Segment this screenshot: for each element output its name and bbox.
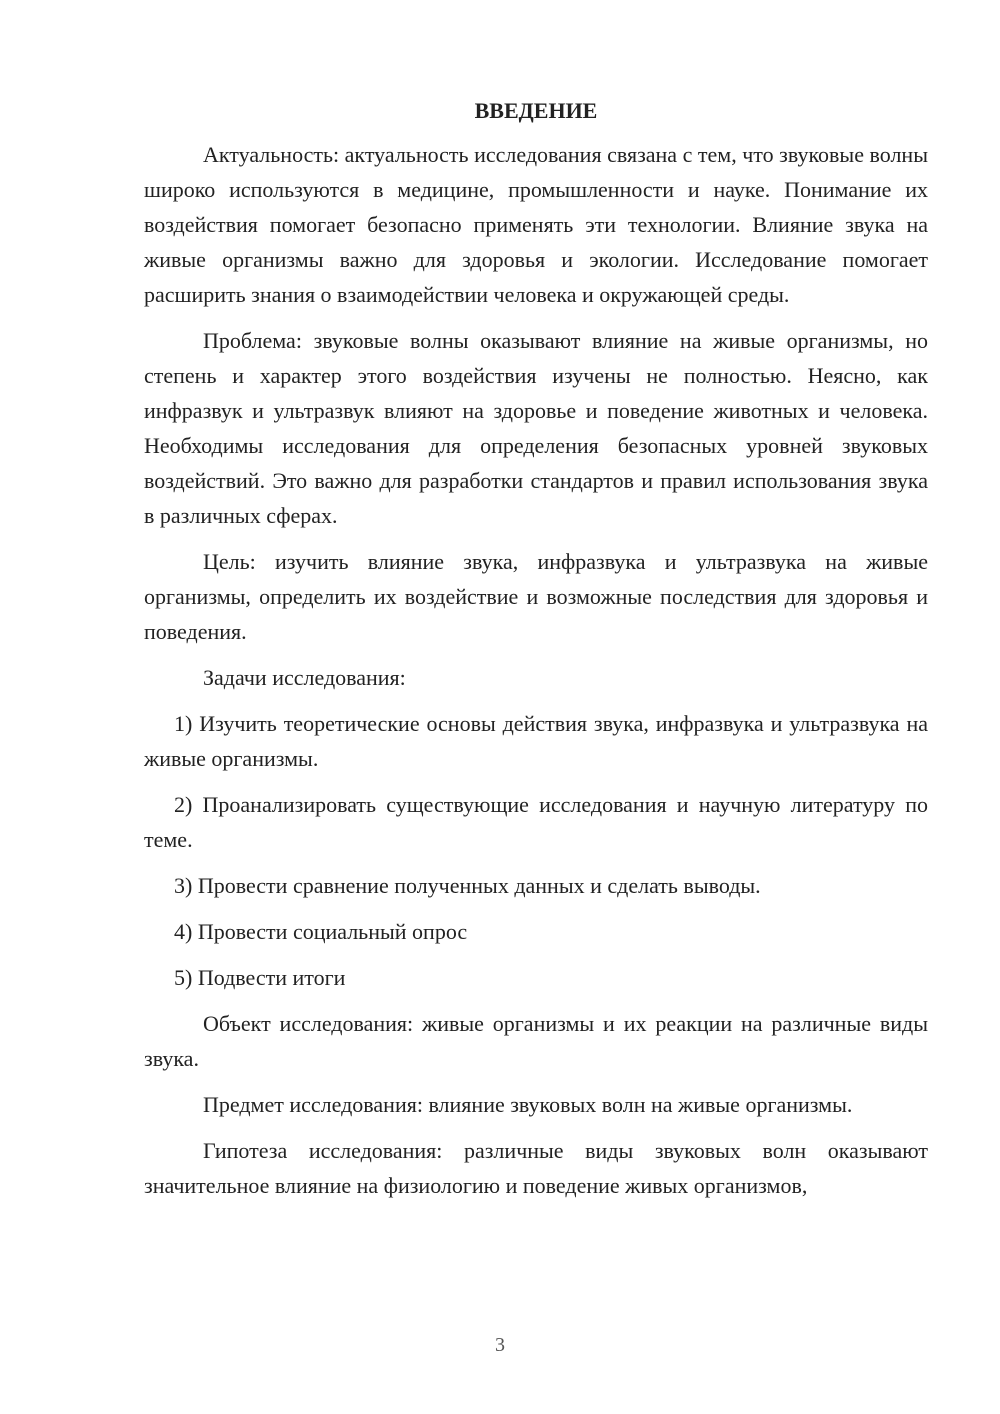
paragraph-problem: Проблема: звуковые волны оказывают влияние на живые организмы, но степень и характер этого воздействия изучены не полностью. Неясно, как инфразвук и ультразвук влияют на здоровье и поведение животных и человека. Необходимы исследования для определения безопасных уровней звуковых воздействий. Это важно для разработки стандартов и правил использования звука в различных сферах. [144,328,928,528]
paragraph-subject: Предмет исследования: влияние звуковых волн на живые организмы. [203,1092,853,1117]
document-page [144,96,928,1214]
paragraph-goal: Цель: изучить влияние звука, инфразвука и ультразвука на живые организмы, определить их воздействие и возможные последствия для здоровья и поведения. [144,549,928,644]
paragraph-relevance: Актуальность: актуальность исследования связана с тем, что звуковые волны широко используются в медицине, промышленности и науке. Понимание их воздействия помогает безопасно применять эти технологии. Влияние звука на живые организмы важно для здоровья и экологии. Исследование помогает расширить знания о взаимодействии человека и окружающей среды. [144,142,928,307]
paragraph-hypothesis: Гипотеза исследования: различные виды звуковых волн оказывают значительное влияние на физиологию и поведение живых организмов, [144,1138,928,1198]
task-item-1: 1) Изучить теоретические основы действия звука, инфразвука и ультразвука на живые организмы. [144,711,928,771]
task-item-5: 5) Подвести итоги [174,965,346,990]
task-item-4: 4) Провести социальный опрос [174,919,468,944]
page-title: ВВЕДЕНИЕ [474,98,598,123]
task-item-3: 3) Провести сравнение полученных данных и сделать выводы. [174,873,761,898]
paragraph-object: Объект исследования: живые организмы и их реакции на различные виды звука. [144,1011,928,1071]
task-item-2: 2) Проанализировать существующие исследования и научную литературу по теме. [144,792,928,852]
page-number: 3 [495,1334,505,1356]
paragraph-tasks-heading: Задачи исследования: [203,665,406,690]
